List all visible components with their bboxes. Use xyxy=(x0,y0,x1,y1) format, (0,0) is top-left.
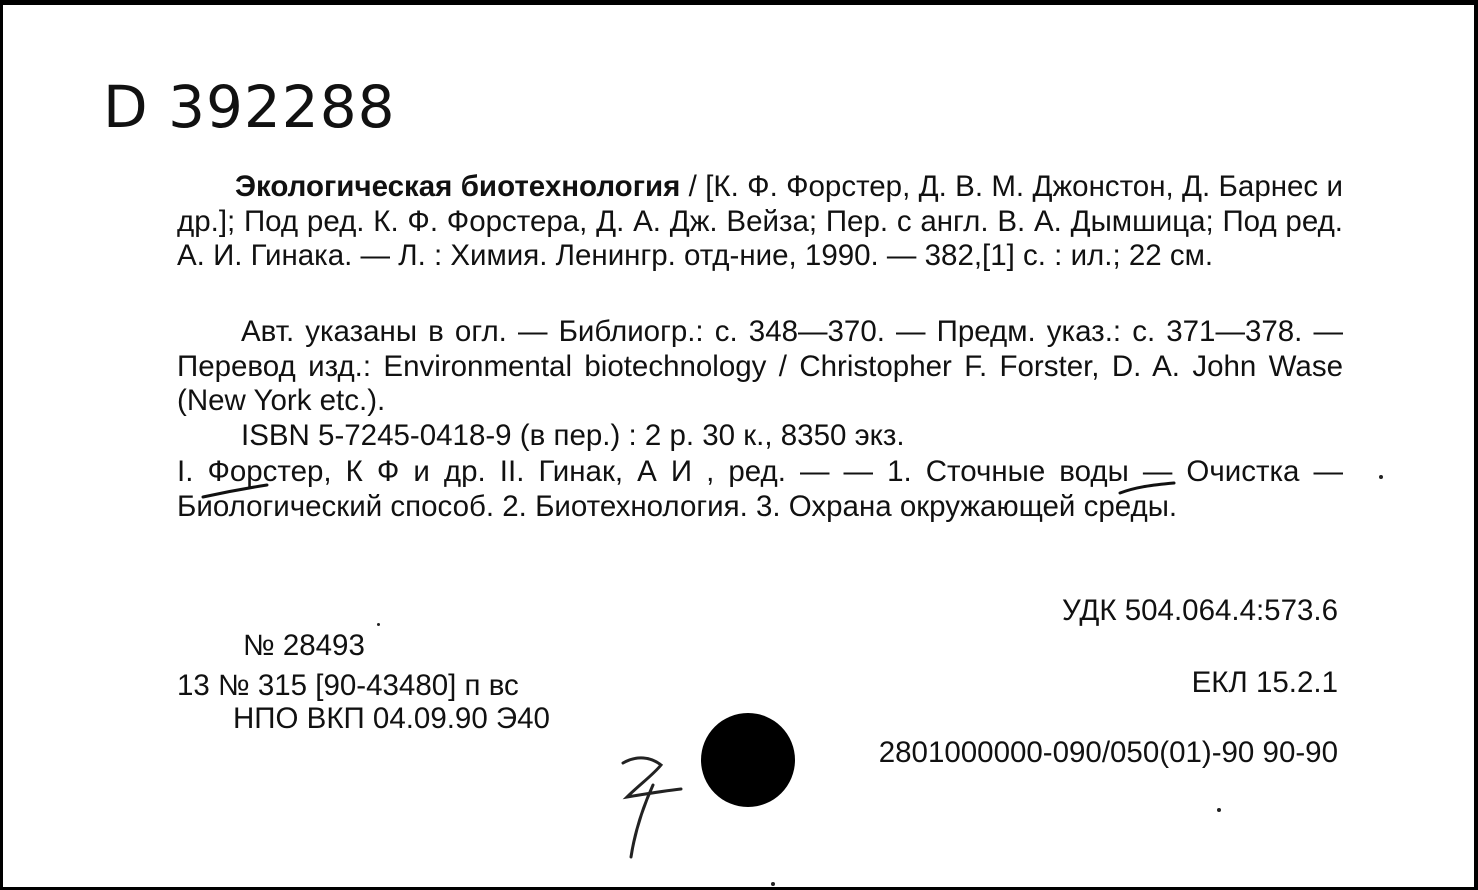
punch-hole xyxy=(701,713,795,807)
underline-mark xyxy=(201,483,271,503)
classification-code: 2801000000-090/050(01)-90 90-90 xyxy=(878,736,1338,769)
speck xyxy=(771,882,775,886)
udk-code: УДК 504.064.4:573.6 xyxy=(1061,594,1338,627)
ekl-code: ЕКЛ 15.2.1 xyxy=(1191,666,1338,699)
subject-headings: I. Форстер, К Ф и др. II. Гинак, А И , ред. — — 1. Сточные воды — Очистка — Биологический способ. 2. Биотехнология. 3. Охрана окружающей среды. xyxy=(177,455,1343,523)
book-title: Экологическая биотехнология xyxy=(235,170,681,203)
handwritten-mark xyxy=(609,745,699,870)
main-entry-details: / [К. Ф. Форстер, Д. В. М. Джонстон, Д. Барнес и др.]; Под ред. К. Ф. Форстера, Д. А. Дж. Вейза; Пер. с англ. В. А. Дымшица; Под ред. А. И. Гинака. — Л. : Химия. Ленингр. отд-ние, 1990. — 382,[1] с. : ил.; 22 см. xyxy=(177,170,1343,272)
isbn-line: ISBN 5-7245-0418-9 (в пер.) : 2 р. 30 к., 8350 экз. xyxy=(241,419,905,452)
overline-mark xyxy=(1118,481,1178,497)
speck xyxy=(377,623,380,626)
speck xyxy=(1379,475,1383,479)
bibliographic-notes: Авт. указаны в огл. — Библиогр.: с. 348—370. — Предм. указ.: с. 371—378. — Перевод изд.: Environmental biotechnology / Christopher F. Forster, D. A. John Wase (New York etc.). xyxy=(177,315,1343,417)
call-number: D 392288 xyxy=(103,73,396,141)
order-line: 13 № 315 [90-43480] п вс xyxy=(177,669,519,702)
speck xyxy=(1217,808,1221,812)
accession-number: № 28493 xyxy=(243,629,365,662)
main-entry xyxy=(177,170,1343,274)
npo-line: НПО ВКП 04.09.90 Э40 xyxy=(233,702,550,735)
